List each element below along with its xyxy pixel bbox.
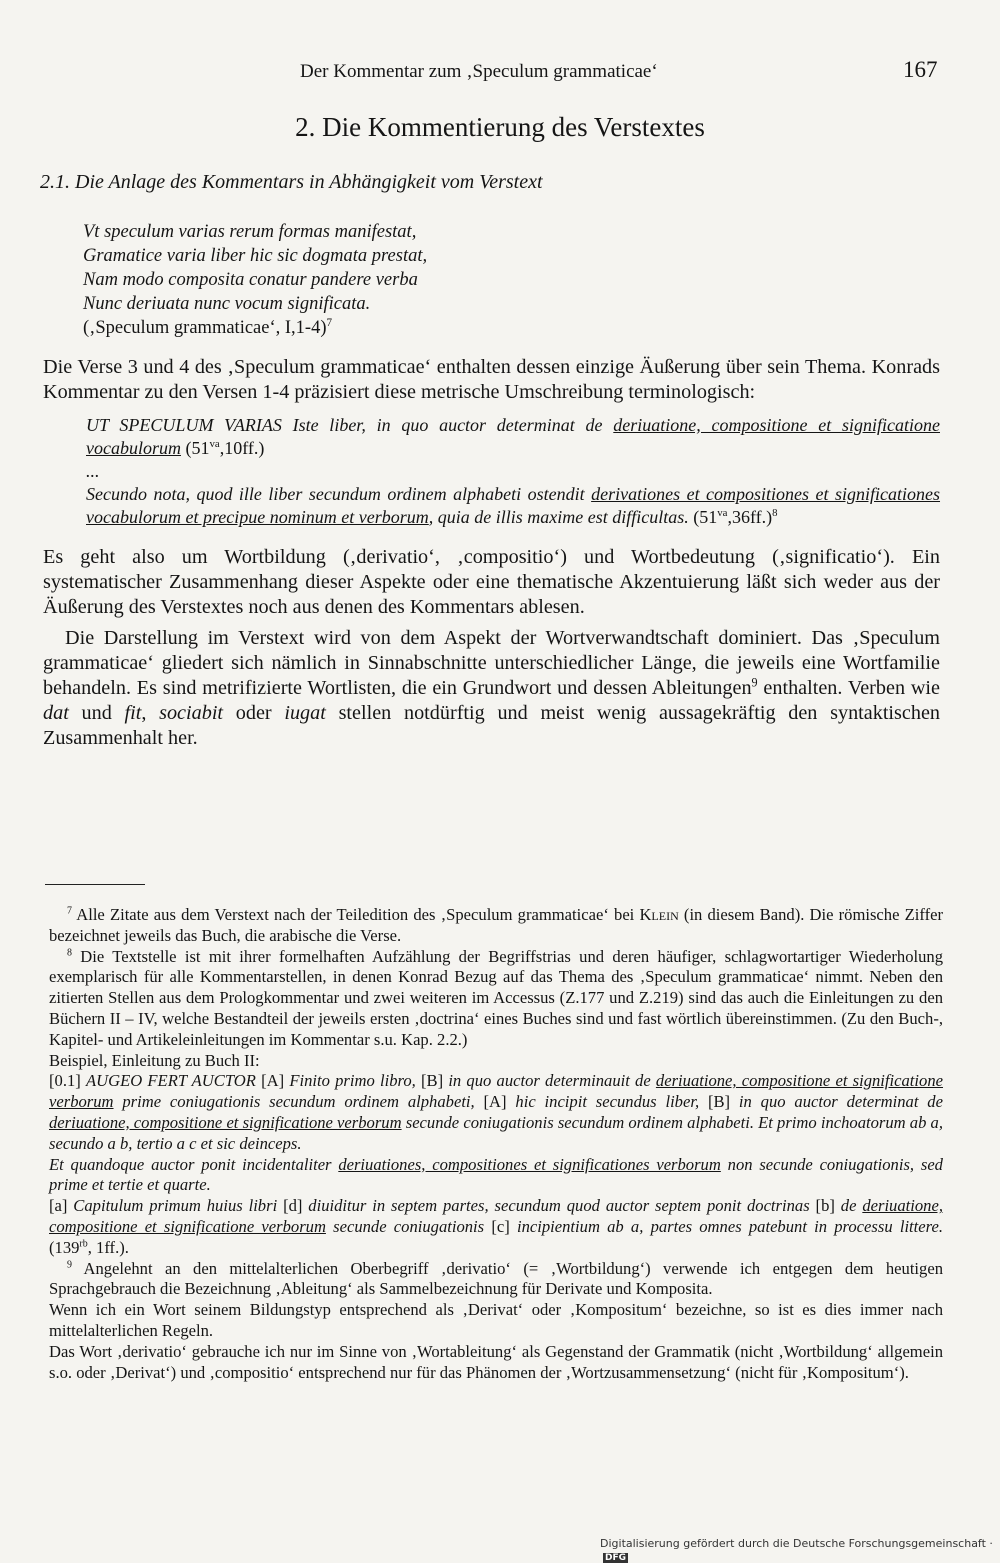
verse-line: Gramatice varia liber hic sic dogmata prestat,: [83, 246, 428, 266]
verse-line: Vt speculum varias rerum formas manifestat,: [83, 222, 417, 242]
example-line-1: [0.1] AUGEO FERT AUCTOR [A] Finito primo libro, [B] in quo auctor determinauit de deriuatione, compositione et significatione verborum prime coniugationis secundum ordinem alphabeti, [A] hic incipit secundus liber, [B] in quo auctor determinat de deriuatione, compositione et significatione verborum secunde coniugationis secundum ordinem alphabeti. Et primo inchoatorum ab a, secundo a b, tertio a c et sic deinceps.: [49, 1071, 943, 1153]
footnote-ref[interactable]: 8: [772, 507, 778, 519]
chapter-title: 2. Die Kommentierung des Verstextes: [295, 112, 705, 142]
paragraph-1: Die Verse 3 und 4 des ‚Speculum grammaticae‘ enthalten dessen einzige Äußerung über sein Thema. Konrads Kommentar zu den Versen 1-4 präzisiert diese metrische Umschreibung terminologisch:: [43, 356, 940, 403]
example-line-2: Et quandoque auctor ponit incidentaliter deriuationes, compositiones et significationes verborum non secunde coniugationis, sed prime et tertie et quarte.: [49, 1154, 943, 1195]
footnote-9-line-3: Das Wort ‚derivatio‘ gebrauche ich nur im Sinne von ‚Wortableitung‘ als Gegenstand der Grammatik (nicht ‚Wortbildung‘ allgemein s.o. oder ‚Derivat‘) und ‚compositio‘ entsprechend nur für das Phänomen der ‚Wortzusammensetzung‘ (nicht für ‚Kompositum‘).: [49, 1341, 943, 1382]
digitization-footer: Digitalisierung gefördert durch die Deutsche Forschungsgemeinschaft ·DFG: [600, 1537, 993, 1563]
dfg-logo-icon: DFG: [605, 1553, 627, 1563]
footnote-7: $^7$ Alle Zitate aus dem Verstext nach der Teiledition des ‚Speculum grammaticae‘ bei Klein (in diesem Band). Die römische Ziffer bezeichnet jeweils das Buch, die arabische die Verse.: [49, 905, 943, 945]
paragraph-2: Es geht also um Wortbildung (‚derivatio‘, ‚compositio‘) und Wortbedeutung (‚significatio‘). Ein systematischer Zusammenhang dieser Aspekte oder eine thematische Akzentuierung läßt sich weder aus der Äußerung des Verstextes noch aus denen des Kommentars ablesen.: [43, 546, 940, 618]
verse-source: (‚Speculum grammaticae‘, I,1-4)$^7$: [83, 316, 333, 338]
footnotes: [49, 905, 943, 1383]
paragraph-3: Die Darstellung im Verstext wird von dem Aspekt der Wortverwandtschaft dominiert. Das ‚Speculum grammaticae‘ gliedert sich nämlich in Sinnabschnitte unterschiedlicher Länge, die jeweils eine Wortfamilie behandeln. Es sind metrifizierte Wortlisten, die ein Grundwort und dessen Ableitungen$^9$ enthalten. Verben wie dat und fit, sociabit oder iugat stellen notdürftig und meist wenig aussagekräftig den syntaktischen Zusammenhalt her.: [43, 627, 941, 749]
footnote-8: $^8$ Die Textstelle ist mit ihrer formelhaften Aufzählung der Begriffstrias und deren häufiger, schlagwortartiger Wiederholung exemplarisch für alle Kommentarstellen, in denen Konrad Bezug auf das Thema des ‚Speculum grammaticae‘ nimmt. Neben den zitierten Stellen aus dem Prologkommentar und zwei weiteren im Accessus (Z.177 und Z.219) sind das auch die Einleitungen zu den Büchern II – IV, welche Bestandteil der jeweils ersten ‚doctrina‘ eines Buches sind und fast wörtlich übereinstimmen. (Zu den Buch-, Kapitel- und Artikeleinleitungen im Kommentar s.u. Kap. 2.2.): [49, 946, 943, 1049]
verse-line: Nunc deriuata nunc vocum significata.: [83, 294, 371, 314]
example-line-3: [a] Capitulum primum huius libri [d] diuiditur in septem partes, secundum quod auctor septem ponit doctrinas [b] de deriuatione, compositione et significatione verborum secunde coniugationis [c] incipientium ab a, partes omnes patebunt in processu littere. ($139^{rb}$, 1ff.).: [49, 1196, 943, 1257]
running-title: Der Kommentar zum ‚Speculum grammaticae‘: [300, 61, 658, 82]
footnote-9: $^9$ Angelehnt an den mittelalterlichen Oberbegriff ‚derivatio‘ (= ‚Wortbildung‘) verwende ich entgegen dem heutigen Sprachgebrauch die Bezeichnung ‚Ableitung‘ als Sammelbezeichnung für Derivate und Komposita.: [49, 1258, 943, 1299]
ellipsis: ...: [86, 461, 100, 481]
commentary-quote: UT SPECULUM VARIAS Iste liber, in quo auctor determinat de deriuatione, compositione et significatione vocabulorum $(51^{va},10ff.)$ ... Secundo nota, quod ille liber secundum ordinem alphabeti ostendit derivationes et compositiones et significationes vocabulorum et precipue nominum et verborum, quia de illis maxime est difficultas. $(51^{va},36ff.)^8$: [86, 415, 941, 527]
verse-line: Nam modo composita conatur pandere verba: [83, 270, 418, 290]
footnote-ref[interactable]: 7: [326, 316, 333, 329]
footnote-9-line-2: Wenn ich ein Wort seinem Bildungstyp entsprechend als ‚Derivat‘ oder ‚Kompositum‘ bezeichne, so ist es dies immer nach mittelalterlichen Regeln.: [49, 1300, 943, 1340]
example-label: Beispiel, Einleitung zu Buch II:: [49, 1050, 260, 1070]
verse-quote: [83, 220, 427, 340]
running-header: [0, 57, 1000, 87]
section-heading: 2.1. Die Anlage des Kommentars in Abhängigkeit vom Verstext: [40, 171, 543, 193]
footnote-separator: [45, 884, 145, 885]
footnote-ref[interactable]: 9: [751, 675, 758, 690]
page-number: 167: [903, 57, 938, 82]
